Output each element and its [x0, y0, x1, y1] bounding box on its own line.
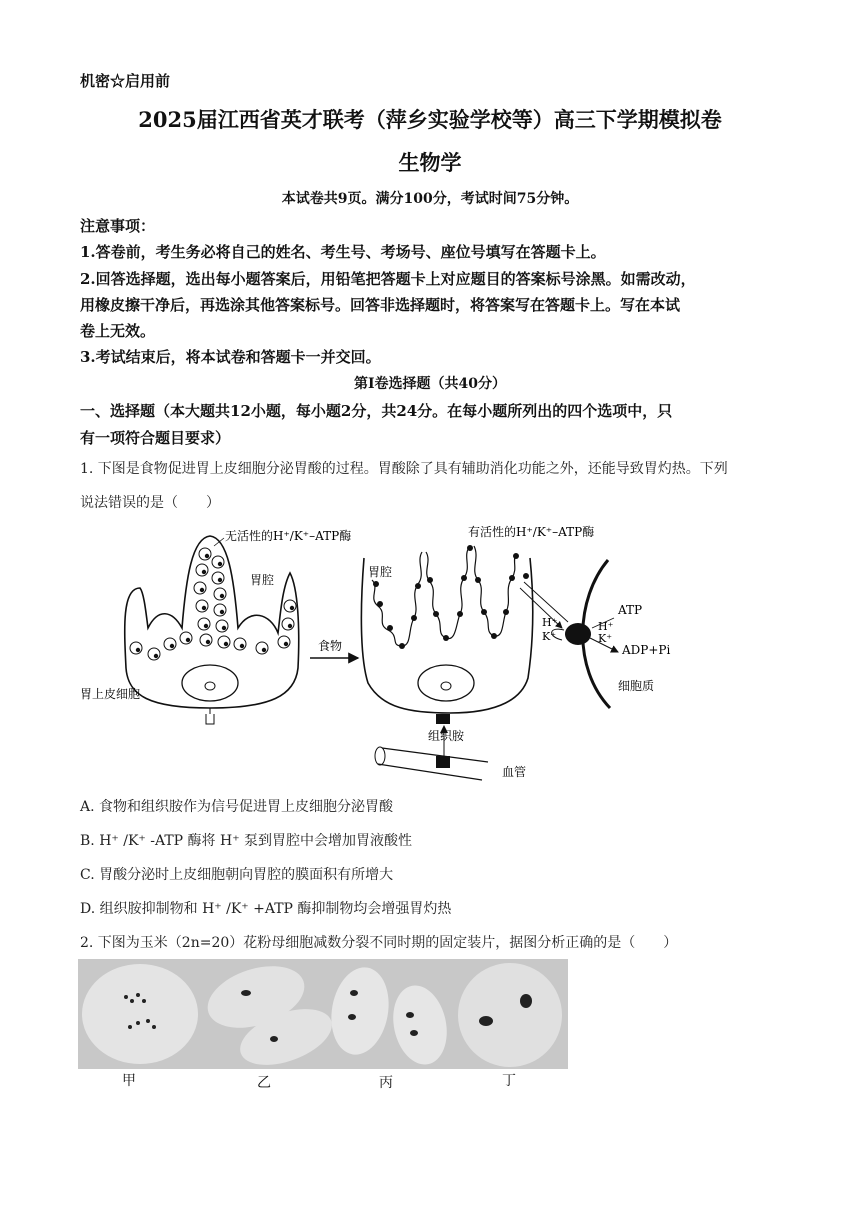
q2-stem: 2. 下图为玉米（2n=20）花粉母细胞减数分裂不同时期的固定装片，据图分析正确的是（ ） [80, 935, 678, 951]
histamine-label: 组织胺 [428, 729, 465, 743]
q1-stem-line-1: 1. 下图是食物促进胃上皮细胞分泌胃酸的过程。胃酸除了具有辅助消化功能之外，还能导致胃灼热。下列 [80, 461, 728, 477]
q1-option-d: D. 组织胺抑制物和 H⁺ /K⁺ +ATP 酶抑制物均会增强胃灼热 [80, 901, 452, 917]
paper-title: 2025届江西省英才联考（萍乡实验学校等）高三下学期模拟卷 [138, 107, 722, 132]
active-enzyme-label: 有活性的H⁺/K⁺–ATP酶 [468, 525, 595, 539]
h-ion-left-label: H⁺ [542, 616, 558, 629]
notice-item-3: 3.考试结束后，将本试卷和答题卡一并交回。 [80, 348, 381, 366]
h-ion-right-label: H⁺ [598, 620, 614, 633]
subject-title: 生物学 [398, 150, 462, 175]
q2-label-yi: 乙 [257, 1075, 271, 1091]
q1-option-a: A. 食物和组织胺作为信号促进胃上皮细胞分泌胃酸 [80, 799, 394, 815]
q2-label-bing: 丙 [379, 1075, 393, 1091]
notice-item-2-line-2: 用橡皮擦干净后，再选涂其他答案标号。回答非选择题时，将答案写在答题卡上。写在本试 [80, 296, 681, 314]
atp-label: ATP [618, 603, 643, 617]
microvilli-mid [426, 546, 470, 639]
q1-stem-line-2: 说法错误的是（ ） [80, 495, 220, 511]
gastric-cavity-right-label: 胃腔 [368, 565, 393, 579]
vesicles [130, 548, 296, 660]
q2-label-jia: 甲 [122, 1073, 136, 1089]
k-ion-left-label: K⁺ [542, 630, 557, 643]
adp-pi-label: ADP+Pi [622, 643, 671, 657]
q1-option-c: C. 胃酸分泌时上皮细胞朝向胃腔的膜面积有所增大 [80, 867, 394, 883]
cytoplasm-label: 细胞质 [618, 679, 655, 693]
section-heading-line-2: 有一项符合题目要求） [80, 429, 231, 447]
q1-option-b: B. H⁺ /K⁺ -ATP 酶将 H⁺ 泵到胃腔中会增加胃液酸性 [80, 833, 413, 849]
part-title: 第I卷选择题（共40分） [353, 376, 507, 392]
inactive-enzyme-label: 无活性的H⁺/K⁺–ATP酶 [225, 529, 352, 543]
q2-label-ding: 丁 [502, 1073, 516, 1089]
exam-info: 本试卷共9页。满分100分，考试时间75分钟。 [281, 191, 579, 207]
epithelial-cell-label: 胃上皮细胞 [80, 687, 141, 701]
right-nucleus [418, 665, 474, 701]
k-ion-right-label: K⁺ [598, 632, 613, 645]
blood-vessel [378, 748, 488, 780]
notice-item-2-line-1: 2.回答选择题，选出每小题答案后，用铅笔把答题卡上对应题目的答案标号涂黑。如需改动， [80, 270, 696, 288]
confidential-label: 机密☆启用前 [80, 72, 171, 90]
notice-item-1: 1.答卷前，考生务必将自己的姓名、考生号、考场号、座位号填写在答题卡上。 [80, 243, 606, 261]
section-heading-line-1: 一、选择题（本大题共12小题，每小题2分，共24分。在每小题所列出的四个选项中，只 [80, 402, 673, 420]
microvilli-right [474, 546, 516, 636]
q2-micrograph [78, 959, 568, 1069]
left-nucleus [182, 665, 238, 701]
food-label: 食物 [318, 639, 343, 653]
notice-heading: 注意事项： [80, 217, 156, 235]
gastric-cavity-left-label: 胃腔 [250, 573, 275, 587]
q1-gastric-acid-figure [80, 518, 671, 786]
blood-vessel-label: 血管 [502, 765, 527, 779]
pump-protein [565, 623, 591, 645]
notice-item-2-line-3: 卷上无效。 [80, 322, 156, 340]
